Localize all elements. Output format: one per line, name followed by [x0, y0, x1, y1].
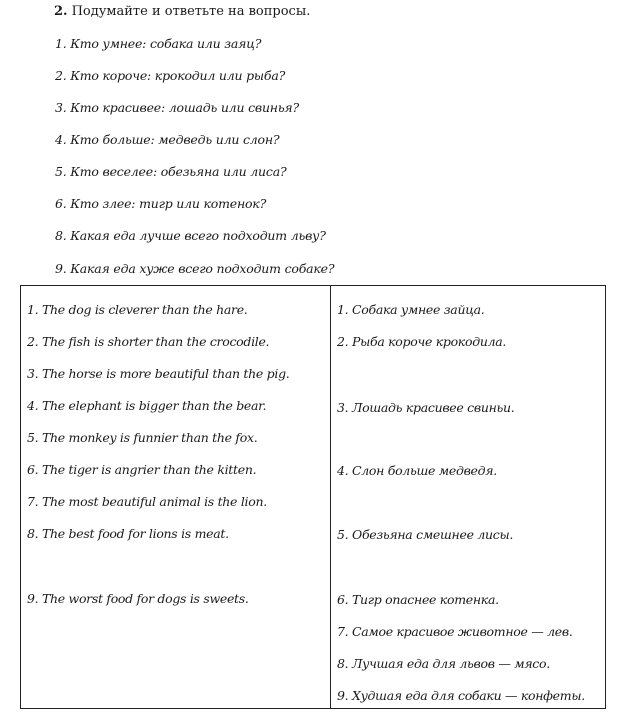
answer-en: 3. The horse is more beautiful than the pig. [27, 366, 290, 381]
question-item: 4. Кто больше: медведь или слон? [55, 132, 280, 147]
answer-ru: 4. Слон больше медведя. [337, 463, 497, 478]
question-item: 5. Кто веселее: обезьяна или лиса? [55, 164, 287, 179]
answer-en: 1. The dog is cleverer than the hare. [27, 302, 248, 317]
question-item: 6. Кто злее: тигр или котенок? [55, 196, 267, 211]
answer-ru: 1. Собака умнее зайца. [337, 302, 485, 317]
column-divider [330, 286, 331, 708]
question-item: 8. Какая еда лучше всего подходит льву? [55, 228, 326, 243]
task-heading [54, 3, 310, 21]
task-number: 2. [54, 4, 68, 19]
question-item: 2. Кто короче: крокодил или рыба? [55, 68, 286, 83]
task-title-text: Подумайте и ответьте на вопросы. [71, 4, 311, 19]
answer-en: 4. The elephant is bigger than the bear. [27, 398, 267, 413]
question-item: 1. Кто умнее: собака или заяц? [55, 36, 262, 51]
question-item: 3. Кто красивее: лошадь или свинья? [55, 100, 300, 115]
answer-en: 5. The monkey is funnier than the fox. [27, 430, 258, 445]
answer-en: 6. The tiger is angrier than the kitten. [27, 462, 257, 477]
question-item: 9. Какая еда хуже всего подходит собаке? [55, 261, 335, 276]
answer-ru: 6. Тигр опаснее котенка. [337, 592, 499, 607]
answer-ru: 7. Самое красивое животное — лев. [337, 624, 573, 639]
answer-en: 8. The best food for lions is meat. [27, 526, 229, 541]
answer-ru: 2. Рыба короче крокодила. [337, 334, 507, 349]
answer-en: 7. The most beautiful animal is the lion. [27, 494, 267, 509]
answer-ru: 3. Лошадь красивее свиньи. [337, 400, 515, 415]
answers-table [20, 285, 606, 709]
answer-ru: 8. Лучшая еда для львов — мясо. [337, 656, 550, 671]
answer-ru: 9. Худшая еда для собаки — конфеты. [337, 688, 585, 703]
answer-ru: 5. Обезьяна смешнее лисы. [337, 527, 514, 542]
answer-en: 2. The fish is shorter than the crocodile. [27, 334, 270, 349]
answer-en: 9. The worst food for dogs is sweets. [27, 591, 249, 606]
